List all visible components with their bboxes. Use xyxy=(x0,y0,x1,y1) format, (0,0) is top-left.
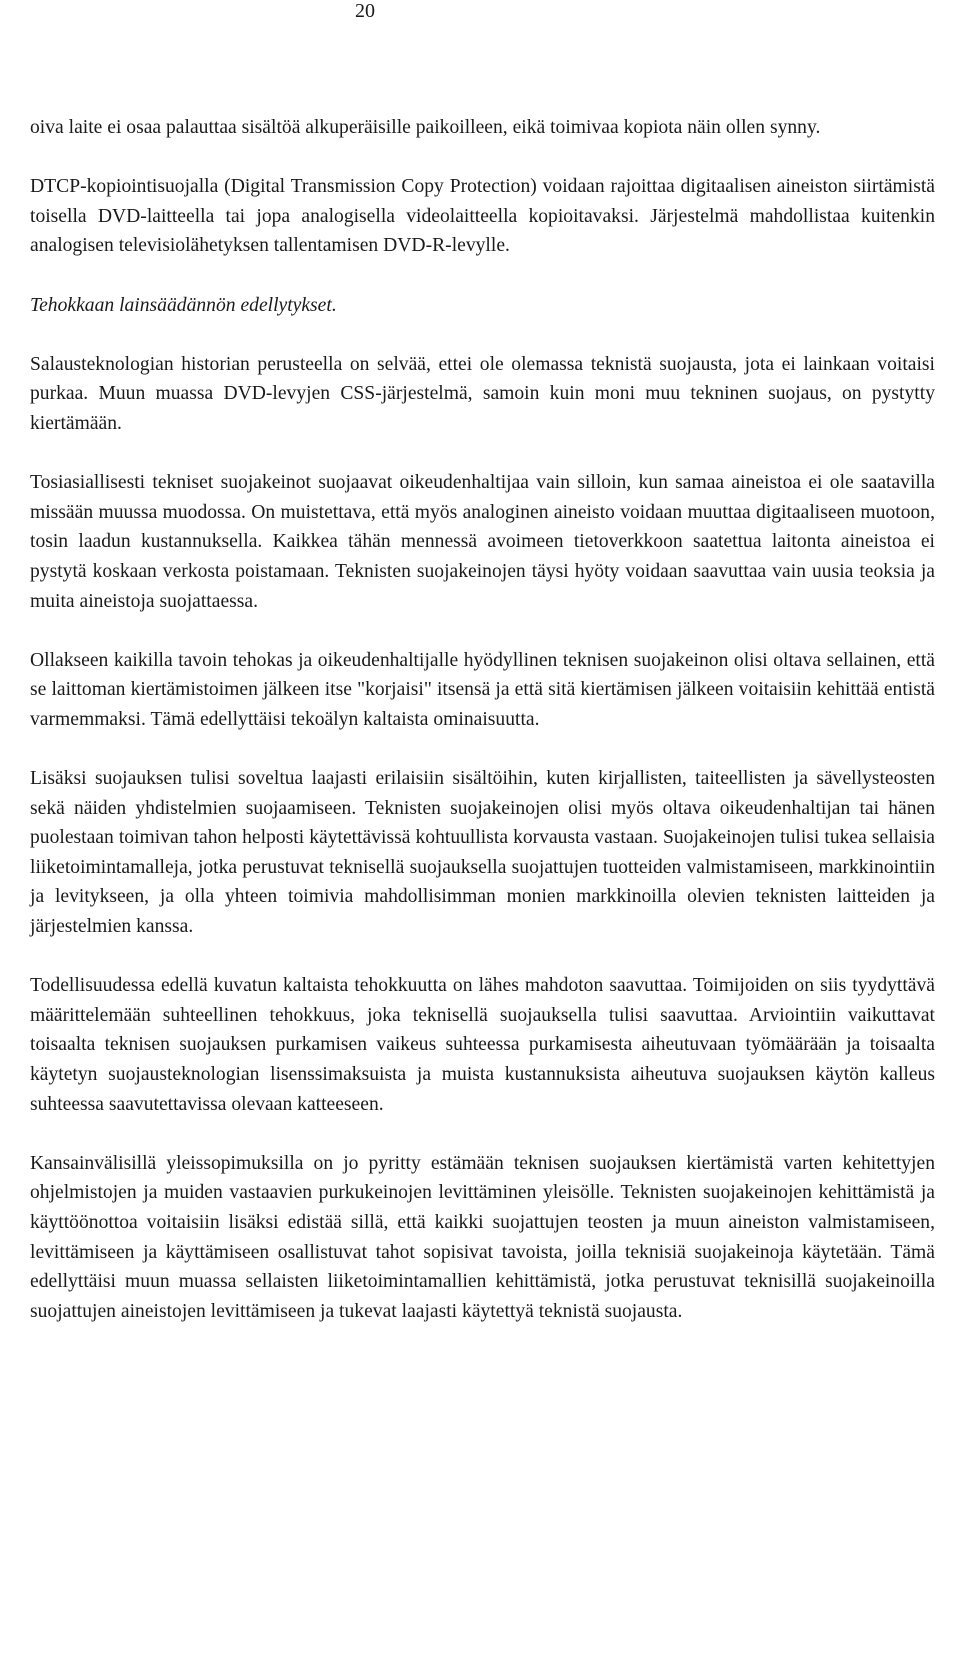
paragraph-salausteknologia: Salausteknologian historian perusteella on selvää, ettei ole olemassa teknistä suojausta, jota ei lainkaan voitaisi purkaa. Muun muassa DVD-levyjen CSS-järjestelmä, samoin kuin moni muu tekninen suojaus, on pystytty kiertämään. xyxy=(30,353,935,434)
paragraph-lisaksi: Lisäksi suojauksen tulisi soveltua laajasti erilaisiin sisältöihin, kuten kirjallisten, taiteellisten ja sävellysteosten sekä näiden yhdistelmien suojaamiseen. Teknisten suojakeinojen olisi myös oltava oikeudenhaltijan tai hänen puolestaan toimivan tahon helposti käytettävissä kohtuullista korvausta vastaan. Suojakeinojen tulisi tukea sellaisia liiketoimintamalleja, jotka perustuvat teknisellä suojauksella suojattujen tuotteiden valmistamiseen, markkinointiin ja levitykseen, ja olla yhteen toimivia mahdollisimman monien markkinoilla olevien teknisten laitteiden ja järjestelmien kanssa. xyxy=(30,768,935,938)
page-number: 20 xyxy=(355,0,375,22)
paragraph-continuation: oiva laite ei osaa palauttaa sisältöä alkuperäisille paikoilleen, eikä toimivaa kopiota näin ollen synny. xyxy=(30,117,821,138)
paragraph-ollakseen: Ollakseen kaikilla tavoin tehokas ja oikeudenhaltijalle hyödyllinen teknisen suojakeinon olisi oltava sellainen, että se laittoman kiertämistoimen jälkeen itse "korjaisi" itsensä ja että sitä kiertämisen jälkeen voitaisiin kehittää entistä varmemmaksi. Tämä edellyttäisi tekoälyn kaltaista ominaisuutta. xyxy=(30,649,935,730)
section-heading: Tehokkaan lainsäädännön edellytykset. xyxy=(30,294,337,316)
paragraph-todellisuudessa: Todellisuudessa edellä kuvatun kaltaista tehokkuutta on lähes mahdoton saavuttaa. Toimijoiden on siis tyydyttävä määrittelemään suhteellinen tehokkuus, joka teknisellä suojauksella tulisi saavuttaa. Arviointiin vaikuttavat toisaalta teknisen suojauksen purkamisen vaikeus suhteessa purkamisesta aiheutuvaan työmäärään ja toisaalta käytetyn suojausteknologian lisenssimaksuista ja muista kustannuksista aiheutuva suojauksen käytön kalleus suhteessa saavutettavissa olevaan katteeseen. xyxy=(30,975,935,1115)
paragraph-dtcp: DTCP-kopiointisuojalla (Digital Transmission Copy Protection) voidaan rajoittaa digitaalisen aineiston siirtämistä toisella DVD-laitteella tai jopa analogisella videolaitteella kopioitavaksi. Järjestelmä mahdollistaa kuitenkin analogisen televisiolähetyksen tallentamisen DVD-R-levylle. xyxy=(30,176,935,257)
paragraph-kansainvalisilla: Kansainvälisillä yleissopimuksilla on jo pyritty estämään teknisen suojauksen kiertämistä varten kehitettyjen ohjelmistojen ja muiden vastaavien purkukeinojen levittäminen yleisölle. Teknisten suojakeinojen kehittämistä ja käyttöönottoa voitaisiin lisäksi edistää sillä, että kaikki suojattujen teosten ja muun aineiston valmistamiseen, levittämiseen ja käyttämiseen osallistuvat tahot sopisivat tavoista, joilla teknisiä suojakeinoja käytetään. Tämä edellyttäisi muun muassa sellaisten liiketoimintamallien kehittämistä, jotka perustuvat teknisillä suojakeinoilla suojattujen aineistojen levittämiseen ja tukevat laajasti käytettyä teknistä suojausta. xyxy=(30,1152,935,1322)
document-body xyxy=(30,113,935,1326)
paragraph-tosiasiallisesti: Tosiasiallisesti tekniset suojakeinot suojaavat oikeudenhaltijaa vain silloin, kun samaa aineistoa ei ole saatavilla missään muussa muodossa. On muistettava, että myös analoginen aineisto voidaan muuttaa digitaaliseen muotoon, tosin laadun kustannuksella. Kaikkea tähän mennessä avoimeen tietoverkkoon saatettua laitonta aineistoa ei pystytä koskaan verkosta poistamaan. Teknisten suojakeinojen täysi hyöty voidaan saavuttaa vain uusia teoksia ja muita aineistoja suojattaessa. xyxy=(30,472,935,612)
